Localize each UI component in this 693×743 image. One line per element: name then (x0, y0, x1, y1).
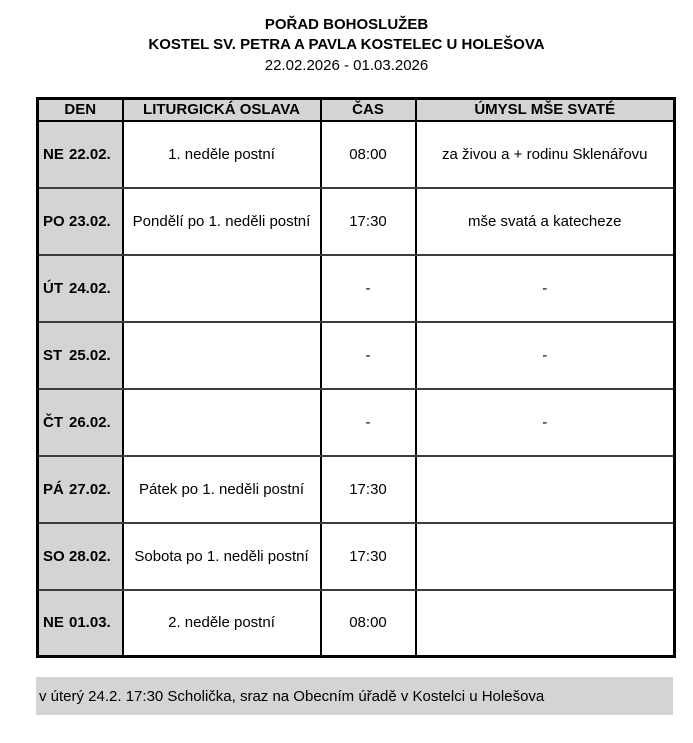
column-header-umysl: ÚMYSL MŠE SVATÉ (416, 99, 675, 121)
day-abbr: NE (43, 614, 64, 632)
time-cell: - (321, 322, 416, 389)
celebration-cell: 2. neděle postní (123, 590, 321, 657)
day-abbr: ÚT (43, 279, 63, 297)
day-date: 27.02. (69, 480, 111, 498)
day-cell (38, 121, 123, 188)
celebration-cell (123, 255, 321, 322)
time-cell: - (321, 389, 416, 456)
table-header-row (38, 99, 675, 121)
intention-cell: za živou a + rodinu Sklenářovu (416, 121, 675, 188)
intention-cell: - (416, 322, 675, 389)
table-row (38, 322, 675, 389)
column-header-liturgicka-oslava: LITURGICKÁ OSLAVA (123, 99, 321, 121)
page-title: POŘAD BOHOSLUŽEB (264, 16, 429, 33)
day-cell (38, 590, 123, 657)
day-date: 28.02. (69, 547, 111, 565)
time-cell: 17:30 (321, 523, 416, 590)
time-cell: 08:00 (321, 590, 416, 657)
day-cell (38, 255, 123, 322)
day-cell (38, 456, 123, 523)
time-cell: 17:30 (321, 456, 416, 523)
page-subtitle: KOSTEL SV. PETRA A PAVLA KOSTELEC U HOLEŠOVA (148, 36, 545, 53)
document-header (0, 0, 693, 77)
table-row (38, 590, 675, 657)
day-abbr: PO (43, 212, 65, 230)
intention-cell: - (416, 255, 675, 322)
intention-cell: mše svatá a katecheze (416, 188, 675, 255)
column-header-den: DEN (38, 99, 123, 121)
table-row (38, 255, 675, 322)
table-row (38, 456, 675, 523)
day-cell (38, 389, 123, 456)
day-abbr: NE (43, 145, 64, 163)
day-date: 26.02. (69, 413, 111, 431)
day-abbr: ST (43, 346, 63, 364)
celebration-cell: 1. neděle postní (123, 121, 321, 188)
celebration-cell: Pondělí po 1. neděli postní (123, 188, 321, 255)
day-abbr: ČT (43, 413, 63, 431)
day-date: 25.02. (69, 346, 111, 364)
celebration-cell: Sobota po 1. neděli postní (123, 523, 321, 590)
time-cell: 08:00 (321, 121, 416, 188)
day-cell (38, 188, 123, 255)
table-row (38, 523, 675, 590)
time-cell: 17:30 (321, 188, 416, 255)
intention-cell (416, 456, 675, 523)
day-cell (38, 523, 123, 590)
celebration-cell (123, 322, 321, 389)
schedule-table (36, 97, 676, 658)
date-range: 22.02.2026 - 01.03.2026 (264, 57, 429, 74)
day-date: 24.02. (69, 279, 111, 297)
footer-note: v úterý 24.2. 17:30 Scholička, sraz na Obecním úřadě v Kostelci u Holešova (36, 677, 673, 715)
intention-cell: - (416, 389, 675, 456)
table-row (38, 188, 675, 255)
day-abbr: SO (43, 547, 65, 565)
intention-cell (416, 523, 675, 590)
celebration-cell (123, 389, 321, 456)
day-date: 01.03. (69, 614, 111, 632)
intention-cell (416, 590, 675, 657)
table-row (38, 121, 675, 188)
day-abbr: PÁ (43, 480, 64, 498)
celebration-cell: Pátek po 1. neděli postní (123, 456, 321, 523)
day-cell (38, 322, 123, 389)
day-date: 23.02. (69, 212, 111, 230)
day-date: 22.02. (69, 145, 111, 163)
time-cell: - (321, 255, 416, 322)
table-row (38, 389, 675, 456)
column-header-cas: ČAS (321, 99, 416, 121)
